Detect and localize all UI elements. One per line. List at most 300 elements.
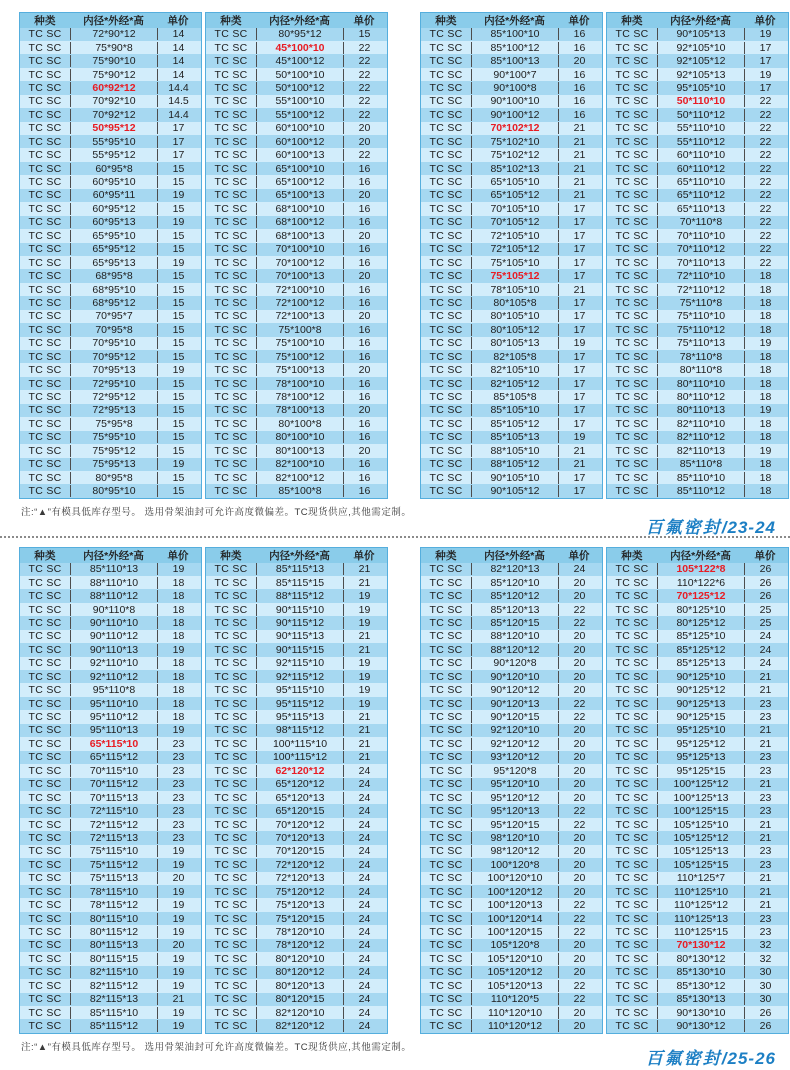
table-row: [20, 979, 201, 992]
size-cell: 60*100*13: [256, 149, 343, 161]
type-cell: TC SC: [28, 444, 62, 457]
size-cell: 90*105*12: [471, 485, 558, 497]
table-row: [421, 471, 602, 484]
type-cell: TC SC: [429, 95, 463, 108]
size-cell: 85*120*12: [471, 590, 558, 602]
price-cell: 20: [558, 1020, 600, 1032]
size-cell: 78*115*12: [70, 899, 157, 911]
price-table: [420, 12, 603, 499]
size-cell: 75*110*10: [657, 310, 744, 322]
table-row: [206, 616, 387, 629]
size-cell: 85*100*13: [471, 55, 558, 67]
table-row: [206, 912, 387, 925]
table-row: [206, 363, 387, 376]
price-cell: 22: [558, 604, 600, 616]
price-cell: 17: [558, 324, 600, 336]
size-cell: 90*110*13: [70, 644, 157, 656]
type-cell: TC SC: [214, 458, 248, 471]
table-row: [421, 858, 602, 871]
size-cell: 72*100*13: [256, 310, 343, 322]
table-row: [20, 162, 201, 175]
table-row: [607, 818, 788, 831]
type-cell: TC SC: [28, 670, 62, 683]
size-cell: 70*100*12: [256, 257, 343, 269]
type-cell: TC SC: [214, 81, 248, 94]
type-cell: TC SC: [615, 737, 649, 750]
price-cell: 17: [744, 42, 786, 54]
price-cell: 15: [157, 378, 199, 390]
price-cell: 19: [157, 845, 199, 857]
size-cell: 80*105*8: [471, 297, 558, 309]
size-cell: 100*115*10: [256, 738, 343, 750]
price-cell: 16: [343, 431, 385, 443]
table-row: [20, 283, 201, 296]
size-cell: 98*120*10: [471, 832, 558, 844]
type-cell: TC SC: [429, 616, 463, 629]
type-cell: TC SC: [28, 189, 62, 202]
size-cell: 78*120*12: [256, 939, 343, 951]
price-cell: 20: [558, 953, 600, 965]
table-row: [607, 993, 788, 1006]
price-cell: 22: [343, 82, 385, 94]
type-cell: TC SC: [214, 1020, 248, 1033]
price-cell: 21: [744, 872, 786, 884]
price-table: [19, 12, 202, 499]
size-cell: 65*95*10: [70, 230, 157, 242]
size-cell: 55*95*10: [70, 136, 157, 148]
size-cell: 100*120*13: [471, 899, 558, 911]
size-cell: 80*110*8: [657, 364, 744, 376]
page-number: /25-26: [721, 1049, 776, 1068]
table-row: [20, 350, 201, 363]
type-cell: TC SC: [214, 41, 248, 54]
price-cell: 23: [157, 765, 199, 777]
type-cell: TC SC: [28, 229, 62, 242]
table-row: [20, 872, 201, 885]
type-cell: TC SC: [429, 966, 463, 979]
type-cell: TC SC: [615, 391, 649, 404]
type-cell: TC SC: [615, 108, 649, 121]
table-row: [206, 1006, 387, 1019]
price-cell: 21: [558, 284, 600, 296]
size-cell: 85*120*15: [471, 617, 558, 629]
price-cell: 14: [157, 42, 199, 54]
price-cell: 21: [343, 738, 385, 750]
table-header-row: [607, 548, 788, 563]
type-cell: TC SC: [28, 939, 62, 952]
type-cell: TC SC: [615, 912, 649, 925]
type-cell: TC SC: [28, 791, 62, 804]
price-cell: 21: [558, 445, 600, 457]
table-row: [206, 979, 387, 992]
price-cell: 20: [343, 136, 385, 148]
type-cell: TC SC: [615, 657, 649, 670]
price-cell: 24: [558, 563, 600, 575]
table-row: [206, 444, 387, 457]
type-cell: TC SC: [615, 831, 649, 844]
type-cell: TC SC: [214, 122, 248, 135]
type-cell: TC SC: [429, 296, 463, 309]
table-row: [206, 697, 387, 710]
price-cell: 20: [558, 832, 600, 844]
type-cell: TC SC: [429, 805, 463, 818]
type-cell: TC SC: [28, 737, 62, 750]
price-cell: 19: [343, 590, 385, 602]
size-cell: 90*115*12: [256, 617, 343, 629]
size-cell: 105*120*13: [471, 980, 558, 992]
type-cell: TC SC: [28, 966, 62, 979]
size-cell: 92*105*13: [657, 69, 744, 81]
size-cell: 95*115*13: [256, 711, 343, 723]
table-row: [206, 28, 387, 41]
type-cell: TC SC: [615, 885, 649, 898]
table-row: [20, 431, 201, 444]
price-cell: 22: [744, 216, 786, 228]
type-cell: TC SC: [429, 831, 463, 844]
size-cell: 75*95*12: [70, 445, 157, 457]
table-row: [206, 162, 387, 175]
size-cell: 85*105*10: [471, 404, 558, 416]
price-cell: 15: [157, 472, 199, 484]
table-row: [421, 283, 602, 296]
table-row: [421, 791, 602, 804]
table-row: [20, 898, 201, 911]
table-row: [421, 1006, 602, 1019]
type-cell: TC SC: [429, 350, 463, 363]
price-cell: 18: [157, 657, 199, 669]
type-cell: TC SC: [615, 270, 649, 283]
type-cell: TC SC: [28, 350, 62, 363]
table-row: [421, 68, 602, 81]
price-cell: 21: [558, 458, 600, 470]
table-row: [421, 243, 602, 256]
size-cell: 85*115*13: [256, 563, 343, 575]
type-cell: TC SC: [429, 778, 463, 791]
size-cell: 95*110*13: [70, 724, 157, 736]
type-cell: TC SC: [214, 485, 248, 498]
price-cell: 15: [157, 351, 199, 363]
table-row: [607, 148, 788, 161]
price-cell: 20: [343, 445, 385, 457]
table-row: [607, 616, 788, 629]
table-row: [206, 791, 387, 804]
type-cell: TC SC: [28, 108, 62, 121]
table-row: [607, 243, 788, 256]
price-cell: 17: [558, 230, 600, 242]
brand-name: 百氟密封: [645, 1049, 722, 1069]
price-table: [606, 547, 789, 1034]
type-cell: TC SC: [28, 952, 62, 965]
type-cell: TC SC: [214, 243, 248, 256]
table-row: [20, 939, 201, 952]
size-cell: 70*130*12: [657, 939, 744, 951]
type-cell: TC SC: [28, 979, 62, 992]
price-cell: 16: [558, 28, 600, 40]
table-row: [607, 563, 788, 576]
column-header-price: 单价: [754, 14, 776, 27]
table-row: [20, 404, 201, 417]
size-cell: 82*120*13: [471, 563, 558, 575]
type-cell: TC SC: [214, 697, 248, 710]
size-cell: 88*115*12: [256, 590, 343, 602]
size-cell: 85*105*8: [471, 391, 558, 403]
size-cell: 85*110*13: [70, 563, 157, 575]
type-cell: TC SC: [214, 296, 248, 309]
column-header-price: 单价: [568, 549, 590, 562]
size-cell: 75*102*10: [471, 136, 558, 148]
size-cell: 80*105*13: [471, 337, 558, 349]
table-row: [421, 697, 602, 710]
column-header-type: 种类: [34, 14, 56, 27]
table-row: [607, 778, 788, 791]
table-row: [20, 229, 201, 242]
size-cell: 62*120*12: [256, 765, 343, 777]
price-cell: 20: [558, 657, 600, 669]
size-cell: 70*110*8: [657, 216, 744, 228]
type-cell: TC SC: [429, 485, 463, 498]
size-cell: 75*100*10: [256, 337, 343, 349]
size-cell: 75*105*12: [471, 270, 558, 282]
price-cell: 22: [343, 109, 385, 121]
type-cell: TC SC: [28, 912, 62, 925]
size-cell: 50*110*10: [657, 95, 744, 107]
table-row: [421, 81, 602, 94]
table-row: [206, 630, 387, 643]
size-cell: 72*105*10: [471, 230, 558, 242]
type-cell: TC SC: [28, 417, 62, 430]
size-cell: 75*120*15: [256, 913, 343, 925]
type-cell: TC SC: [615, 162, 649, 175]
price-cell: 21: [558, 149, 600, 161]
price-cell: 22: [744, 189, 786, 201]
price-cell: 24: [343, 886, 385, 898]
table-row: [20, 28, 201, 41]
column-header-price: 单价: [167, 549, 189, 562]
type-cell: TC SC: [615, 711, 649, 724]
size-cell: 75*95*8: [70, 418, 157, 430]
type-cell: TC SC: [429, 243, 463, 256]
price-cell: 17: [558, 243, 600, 255]
price-cell: 20: [558, 1007, 600, 1019]
table-row: [20, 630, 201, 643]
type-cell: TC SC: [615, 122, 649, 135]
type-cell: TC SC: [214, 912, 248, 925]
price-cell: 21: [157, 993, 199, 1005]
size-cell: 85*115*15: [256, 577, 343, 589]
size-cell: 60*95*8: [70, 163, 157, 175]
type-cell: TC SC: [28, 471, 62, 484]
type-cell: TC SC: [28, 337, 62, 350]
table-row: [607, 95, 788, 108]
table-row: [206, 310, 387, 323]
column-header-size: 内径*外经*高: [83, 549, 144, 562]
size-cell: 110*125*13: [657, 913, 744, 925]
type-cell: TC SC: [28, 81, 62, 94]
type-cell: TC SC: [28, 176, 62, 189]
price-cell: 19: [558, 431, 600, 443]
size-cell: 60*95*11: [70, 189, 157, 201]
type-cell: TC SC: [28, 310, 62, 323]
table-row: [20, 563, 201, 576]
table-row: [607, 885, 788, 898]
price-cell: 21: [744, 899, 786, 911]
size-cell: 65*105*10: [471, 176, 558, 188]
table-row: [206, 804, 387, 817]
table-row: [206, 417, 387, 430]
type-cell: TC SC: [615, 858, 649, 871]
type-cell: TC SC: [28, 778, 62, 791]
type-cell: TC SC: [214, 603, 248, 616]
table-row: [206, 390, 387, 403]
type-cell: TC SC: [615, 202, 649, 215]
type-cell: TC SC: [214, 684, 248, 697]
price-cell: 15: [343, 28, 385, 40]
table-row: [607, 350, 788, 363]
type-cell: TC SC: [615, 189, 649, 202]
size-cell: 100*120*14: [471, 913, 558, 925]
table-row: [421, 818, 602, 831]
size-cell: 70*115*10: [70, 765, 157, 777]
size-cell: 60*110*10: [657, 149, 744, 161]
size-cell: 55*110*10: [657, 122, 744, 134]
price-cell: 15: [157, 297, 199, 309]
size-cell: 85*110*10: [657, 472, 744, 484]
price-cell: 22: [744, 109, 786, 121]
type-cell: TC SC: [28, 404, 62, 417]
price-cell: 23: [744, 751, 786, 763]
price-cell: 19: [744, 337, 786, 349]
price-cell: 30: [744, 993, 786, 1005]
size-cell: 85*100*10: [471, 28, 558, 40]
type-cell: TC SC: [615, 818, 649, 831]
price-cell: 23: [744, 845, 786, 857]
price-cell: 19: [157, 257, 199, 269]
size-cell: 75*105*10: [471, 257, 558, 269]
table-row: [607, 310, 788, 323]
table-row: [206, 872, 387, 885]
type-cell: TC SC: [214, 643, 248, 656]
size-cell: 105*120*10: [471, 953, 558, 965]
table-row: [20, 885, 201, 898]
price-cell: 22: [744, 95, 786, 107]
price-cell: 22: [558, 926, 600, 938]
table-row: [20, 778, 201, 791]
size-cell: 100*120*10: [471, 872, 558, 884]
price-cell: 19: [157, 1007, 199, 1019]
table-row: [206, 202, 387, 215]
type-cell: TC SC: [615, 630, 649, 643]
type-cell: TC SC: [214, 993, 248, 1006]
table-row: [421, 630, 602, 643]
size-cell: 100*120*8: [471, 859, 558, 871]
type-cell: TC SC: [429, 872, 463, 885]
column-header-price: 单价: [353, 14, 375, 27]
size-cell: 80*130*12: [657, 953, 744, 965]
price-cell: 20: [558, 590, 600, 602]
size-cell: 72*100*10: [256, 284, 343, 296]
table-row: [206, 603, 387, 616]
table-row: [20, 377, 201, 390]
price-cell: 20: [558, 724, 600, 736]
price-cell: 16: [343, 203, 385, 215]
table-row: [206, 256, 387, 269]
type-cell: TC SC: [214, 431, 248, 444]
type-cell: TC SC: [28, 926, 62, 939]
type-cell: TC SC: [429, 431, 463, 444]
table-row: [20, 576, 201, 589]
size-cell: 88*110*10: [70, 577, 157, 589]
type-cell: TC SC: [429, 270, 463, 283]
size-cell: 95*115*10: [256, 684, 343, 696]
table-row: [607, 737, 788, 750]
size-cell: 85*125*10: [657, 630, 744, 642]
type-cell: TC SC: [615, 350, 649, 363]
table-row: [421, 603, 602, 616]
price-cell: 21: [343, 644, 385, 656]
type-cell: TC SC: [429, 576, 463, 589]
type-cell: TC SC: [615, 431, 649, 444]
size-cell: 75*120*12: [256, 886, 343, 898]
size-cell: 90*105*10: [471, 472, 558, 484]
table-row: [206, 283, 387, 296]
price-cell: 20: [558, 684, 600, 696]
table-row: [206, 670, 387, 683]
type-cell: TC SC: [429, 724, 463, 737]
price-cell: 20: [558, 765, 600, 777]
table-header-row: [206, 13, 387, 28]
price-cell: 21: [343, 751, 385, 763]
type-cell: TC SC: [615, 95, 649, 108]
size-cell: 80*105*12: [471, 324, 558, 336]
table-row: [421, 229, 602, 242]
type-cell: TC SC: [28, 122, 62, 135]
type-cell: TC SC: [28, 831, 62, 844]
price-cell: 20: [558, 751, 600, 763]
price-cell: 19: [744, 69, 786, 81]
size-cell: 90*120*10: [471, 671, 558, 683]
type-cell: TC SC: [214, 778, 248, 791]
table-header-row: [607, 13, 788, 28]
price-cell: 16: [558, 109, 600, 121]
table-row: [607, 404, 788, 417]
table-row: [206, 148, 387, 161]
table-row: [607, 1006, 788, 1019]
price-cell: 17: [558, 203, 600, 215]
type-cell: TC SC: [214, 149, 248, 162]
price-cell: 18: [157, 684, 199, 696]
size-cell: 72*115*12: [70, 819, 157, 831]
type-cell: TC SC: [214, 872, 248, 885]
price-cell: 24: [343, 805, 385, 817]
table-row: [607, 939, 788, 952]
type-cell: TC SC: [28, 68, 62, 81]
table-row: [421, 898, 602, 911]
table-row: [20, 363, 201, 376]
type-cell: TC SC: [214, 858, 248, 871]
price-cell: 18: [744, 284, 786, 296]
type-cell: TC SC: [615, 377, 649, 390]
price-cell: 22: [744, 176, 786, 188]
type-cell: TC SC: [214, 471, 248, 484]
size-cell: 82*115*12: [70, 980, 157, 992]
table-row: [20, 616, 201, 629]
size-cell: 65*110*12: [657, 189, 744, 201]
size-cell: 85*100*12: [471, 42, 558, 54]
price-cell: 22: [744, 230, 786, 242]
table-row: [206, 818, 387, 831]
price-cell: 23: [744, 859, 786, 871]
table-row: [206, 683, 387, 696]
